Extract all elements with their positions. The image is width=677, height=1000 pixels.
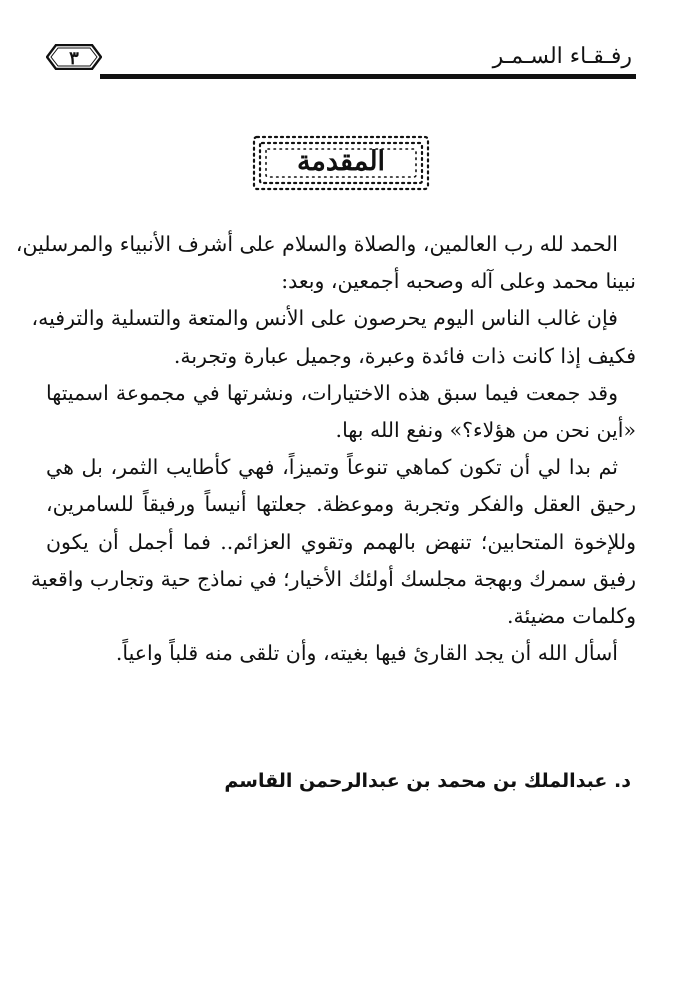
body-line: رحيق العقل والفكر وتجربة وموعظة. جعلتها أنيساً ورفيقاً للسامرين،	[46, 492, 636, 517]
running-title: رفـقـاء السـمـر	[492, 44, 632, 69]
page-number: ٣	[69, 48, 79, 69]
body-line: رفيق سمرك وبهجة مجلسك أولئك الأخيار؛ في نماذج حية وتجارب واقعية	[30, 566, 636, 591]
body-line: فكيف إذا كانت ذات فائدة وعبرة، وجميل عبارة وتجربة.	[173, 343, 636, 368]
body-line: وقد جمعت فيما سبق هذه الاختيارات، ونشرتها في مجموعة اسميتها	[46, 380, 618, 405]
introduction-body	[15, 226, 636, 672]
body-line: فإن غالب الناس اليوم يحرصون على الأنس والمتعة والتسلية والترفيه،	[31, 306, 618, 331]
body-line: ثم بدا لي أن تكون كماهي تنوعاً وتميزاً، فهي كأطايب الثمر، بل هي	[46, 455, 618, 480]
body-line: أسأل الله أن يجد القارئ فيها بغيته، وأن تلقى منه قلباً واعياً.	[115, 641, 618, 666]
section-title: المقدمة	[296, 146, 386, 177]
body-line: وكلمات مضيئة.	[507, 603, 636, 628]
body-line: الحمد لله رب العالمين، والصلاة والسلام على أشرف الأنبياء والمرسلين،	[15, 232, 618, 256]
page-number-badge	[46, 44, 102, 70]
author-signature: د. عبدالملك بن محمد بن عبدالرحمن القاسم	[224, 770, 631, 792]
running-header	[46, 40, 636, 84]
section-title-frame	[251, 134, 431, 192]
body-line: نبينا محمد وعلى آله وصحبه أجمعين، وبعد:	[281, 269, 636, 294]
header-rule	[100, 74, 636, 79]
body-line: «أين نحن من هؤلاء؟» ونفع الله بها.	[335, 417, 636, 442]
body-line: وللإخوة المتحابين؛ تنهض بالهمم وتقوي العزائم.. فما أجمل أن يكون	[46, 529, 636, 554]
